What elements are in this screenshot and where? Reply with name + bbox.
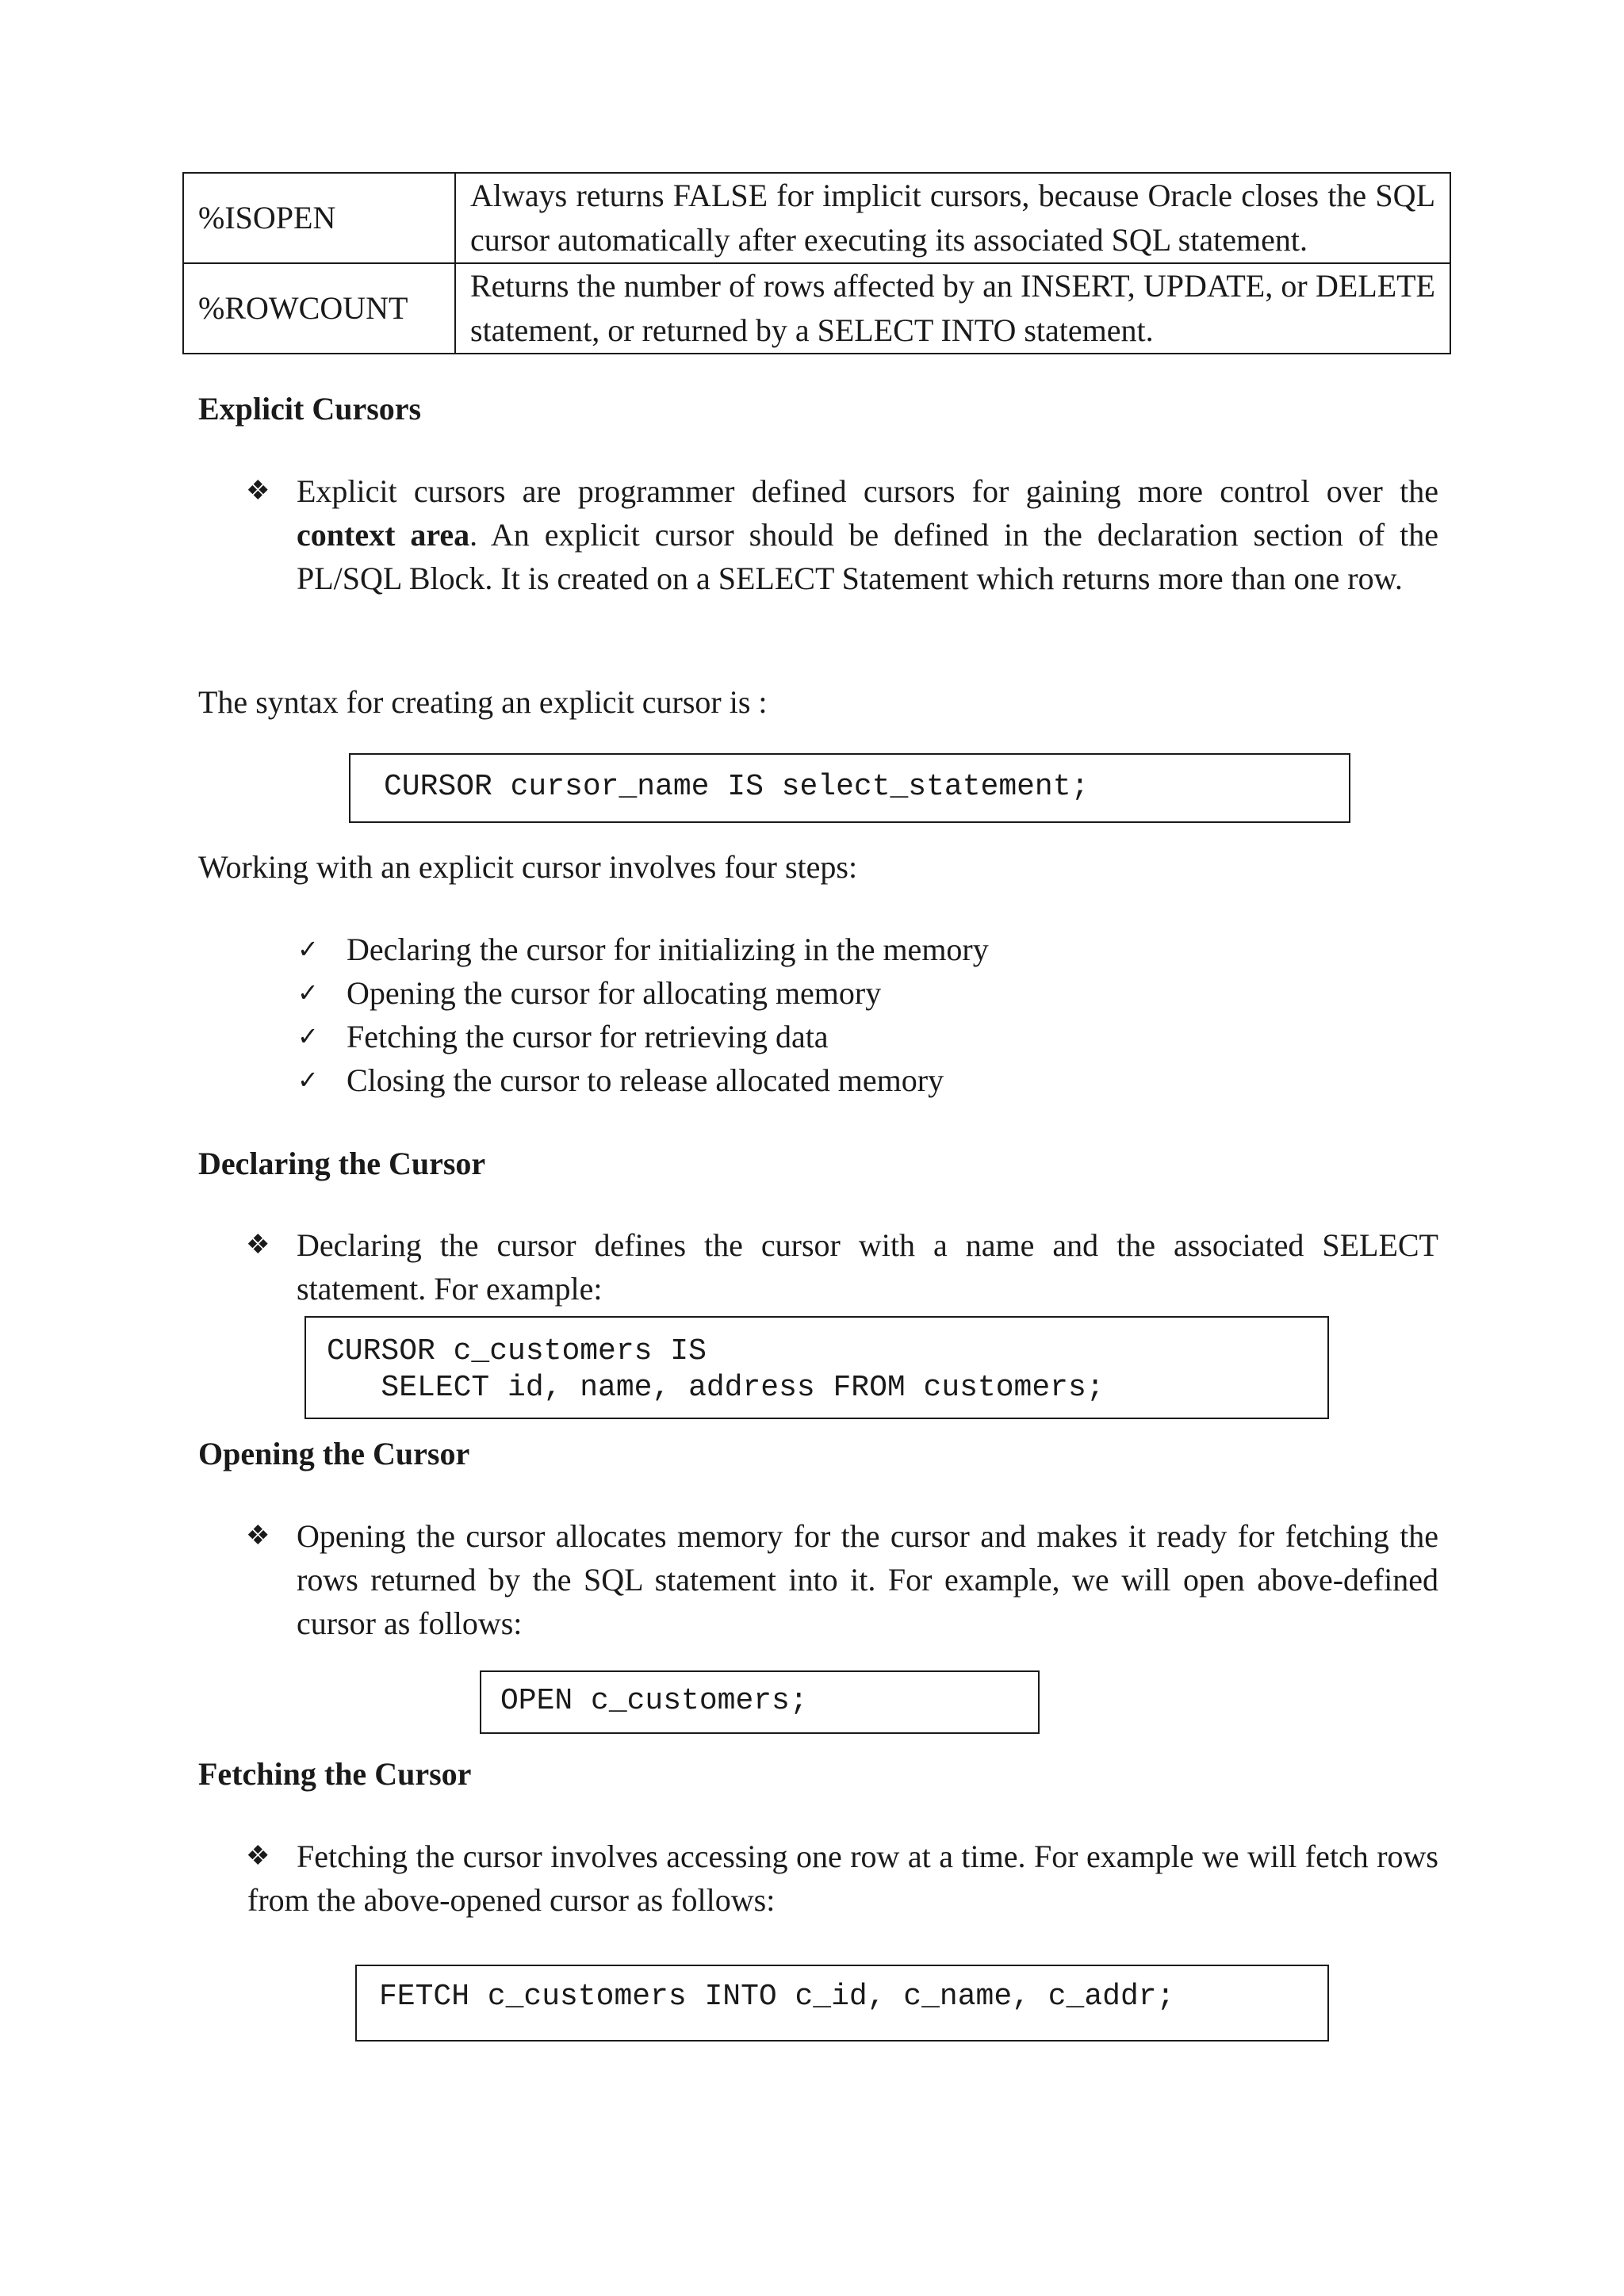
attribute-description: Returns the number of rows affected by an INSERT, UPDATE, or DELETE statement, or returned by a SELECT INTO statement.: [455, 263, 1450, 354]
check-icon: ✓: [297, 1021, 319, 1051]
opening-description: Opening the cursor allocates memory for the cursor and makes it ready for fetching the rows returned by the SQL statement into it. For example, we will open above-defined cursor as follows:: [297, 1518, 1438, 1641]
syntax-intro: The syntax for creating an explicit cursor is :: [198, 684, 768, 720]
attribute-name: %ROWCOUNT: [183, 263, 455, 354]
explicit-cursors-text-end: . An explicit cursor should be defined in the declaration section of the PL/SQL Block. It is created on a SELECT Statement which returns more than one row.: [297, 517, 1438, 596]
fetch-code-box: FETCH c_customers INTO c_id, c_name, c_addr;: [355, 1965, 1329, 2042]
cursor-attributes-table: [182, 172, 1451, 354]
explicit-cursors-heading: Explicit Cursors: [198, 391, 422, 427]
steps-intro: Working with an explicit cursor involves four steps:: [198, 849, 858, 885]
step-label: Fetching the cursor for retrieving data: [347, 1019, 829, 1054]
step-label: Opening the cursor for allocating memory: [347, 975, 882, 1011]
check-icon: ✓: [297, 978, 319, 1008]
syntax-code-box: CURSOR cursor_name IS select_statement;: [349, 753, 1350, 823]
declare-code-box: CURSOR c_customers IS SELECT id, name, address FROM customers;: [304, 1316, 1329, 1419]
attribute-name: %ISOPEN: [183, 173, 455, 263]
table-row: [183, 173, 1450, 263]
fetching-description: Fetching the cursor involves accessing one row at a time. For example we will fetch rows from the above-opened cursor as follows:: [247, 1839, 1438, 1918]
declaring-heading: Declaring the Cursor: [198, 1146, 486, 1181]
diamond-bullet-icon: ❖: [246, 1521, 270, 1551]
declaring-description: Declaring the cursor defines the cursor with a name and the associated SELECT statement. For example:: [297, 1227, 1438, 1307]
diamond-bullet-icon: ❖: [246, 476, 270, 506]
diamond-bullet-icon: ❖: [246, 1842, 270, 1871]
table-row: [183, 263, 1450, 354]
diamond-bullet-icon: ❖: [246, 1230, 270, 1260]
explicit-cursors-description: [297, 469, 1438, 600]
open-code-box: OPEN c_customers;: [480, 1670, 1040, 1734]
opening-heading: Opening the Cursor: [198, 1436, 470, 1471]
check-icon: ✓: [297, 1065, 319, 1095]
check-icon: ✓: [297, 934, 319, 964]
fetching-heading: Fetching the Cursor: [198, 1756, 472, 1792]
context-area-term: context area: [297, 517, 470, 553]
explicit-cursors-text-start: Explicit cursors are programmer defined cursors for gaining more control over the: [297, 473, 1438, 509]
attribute-description: Always returns FALSE for implicit cursors, because Oracle closes the SQL cursor automatically after executing its associated SQL statement.: [455, 173, 1450, 263]
step-label: Declaring the cursor for initializing in the memory: [347, 932, 989, 967]
step-label: Closing the cursor to release allocated memory: [347, 1062, 944, 1098]
